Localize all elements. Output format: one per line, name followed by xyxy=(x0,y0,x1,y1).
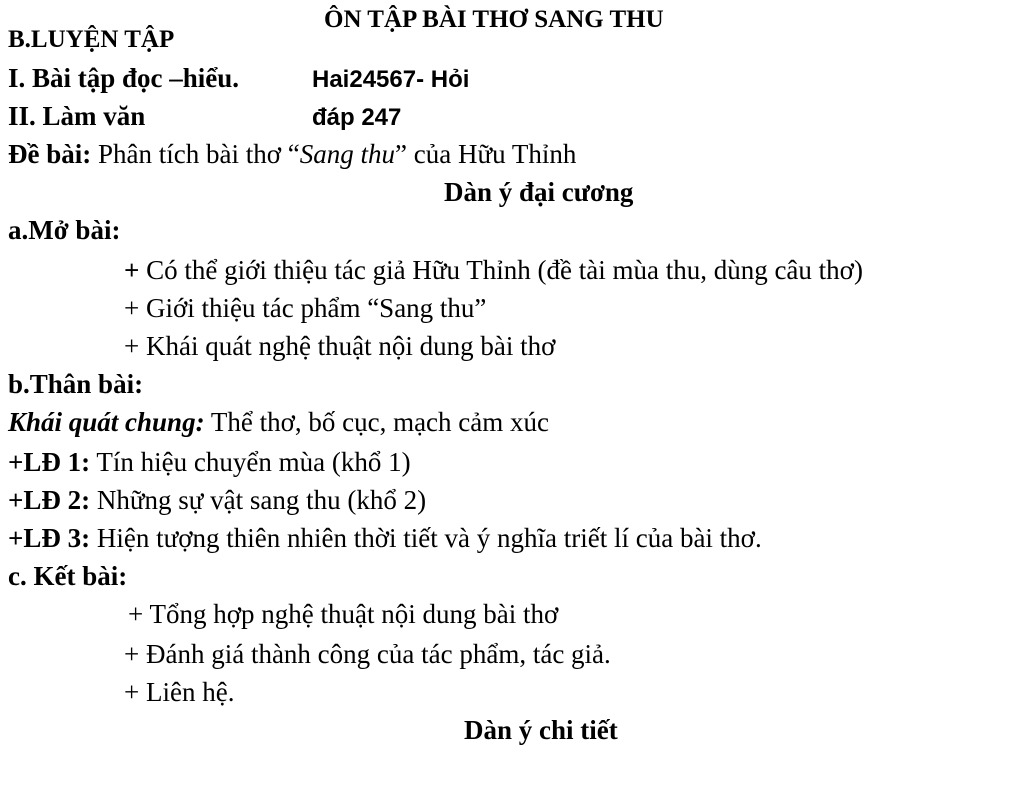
de-bai-text-after: ” của Hữu Thỉnh xyxy=(395,139,577,169)
mo-bai-item-prefix: + xyxy=(124,255,140,285)
mo-bai-heading: a.Mở bài: xyxy=(8,215,121,245)
ket-bai-item: + Đánh giá thành công của tác phẩm, tác giả. xyxy=(124,639,611,669)
point-line xyxy=(8,446,411,478)
de-bai-line xyxy=(8,138,576,170)
de-bai-text-before: Phân tích bài thơ “ xyxy=(91,139,300,169)
watermark-line1: Hai24567- Hỏi xyxy=(312,66,470,93)
mo-bai-item-text: Có thể giới thiệu tác giả Hữu Thỉnh (đề tài mùa thu, dùng câu thơ) xyxy=(139,255,863,285)
general-label: Khái quát chung: xyxy=(8,407,205,437)
point-text: Tín hiệu chuyển mùa (khổ 1) xyxy=(90,447,411,477)
de-bai-label: Đề bài: xyxy=(8,139,92,169)
section-b-heading: B.LUYỆN TẬP xyxy=(8,26,175,53)
mo-bai-item xyxy=(124,254,863,286)
mo-bai-item xyxy=(124,292,486,324)
mo-bai-item xyxy=(124,330,555,362)
point-label: +LĐ 3: xyxy=(8,523,91,553)
point-label: +LĐ 1: xyxy=(8,447,91,477)
mo-bai-item-text: + Khái quát nghệ thuật nội dung bài thơ xyxy=(124,331,556,361)
general-line xyxy=(8,406,549,438)
ket-bai-item: + Tổng hợp nghệ thuật nội dung bài thơ xyxy=(128,599,559,629)
mo-bai-item-text: + Giới thiệu tác phẩm “Sang thu” xyxy=(124,293,487,323)
point-label: +LĐ 2: xyxy=(8,485,91,515)
point-text: Hiện tượng thiên nhiên thời tiết và ý nghĩa triết lí của bài thơ. xyxy=(90,523,762,553)
point-line xyxy=(8,484,426,516)
de-bai-italic: Sang thu xyxy=(299,139,396,169)
part2-heading: II. Làm văn xyxy=(8,101,146,131)
than-bai-heading: b.Thân bài: xyxy=(8,369,144,399)
outline-title: Dàn ý đại cương xyxy=(444,177,634,207)
point-line xyxy=(8,522,762,554)
watermark-line2: đáp 247 xyxy=(312,104,402,131)
ket-bai-heading: c. Kết bài: xyxy=(8,561,128,591)
detail-title: Dàn ý chi tiết xyxy=(464,715,618,745)
main-title: ÔN TẬP BÀI THƠ SANG THU xyxy=(324,6,664,33)
general-text: Thể thơ, bố cục, mạch cảm xúc xyxy=(204,407,549,437)
point-text: Những sự vật sang thu (khổ 2) xyxy=(90,485,427,515)
ket-bai-item: + Liên hệ. xyxy=(124,677,235,707)
part1-heading: I. Bài tập đọc –hiểu. xyxy=(8,63,240,93)
